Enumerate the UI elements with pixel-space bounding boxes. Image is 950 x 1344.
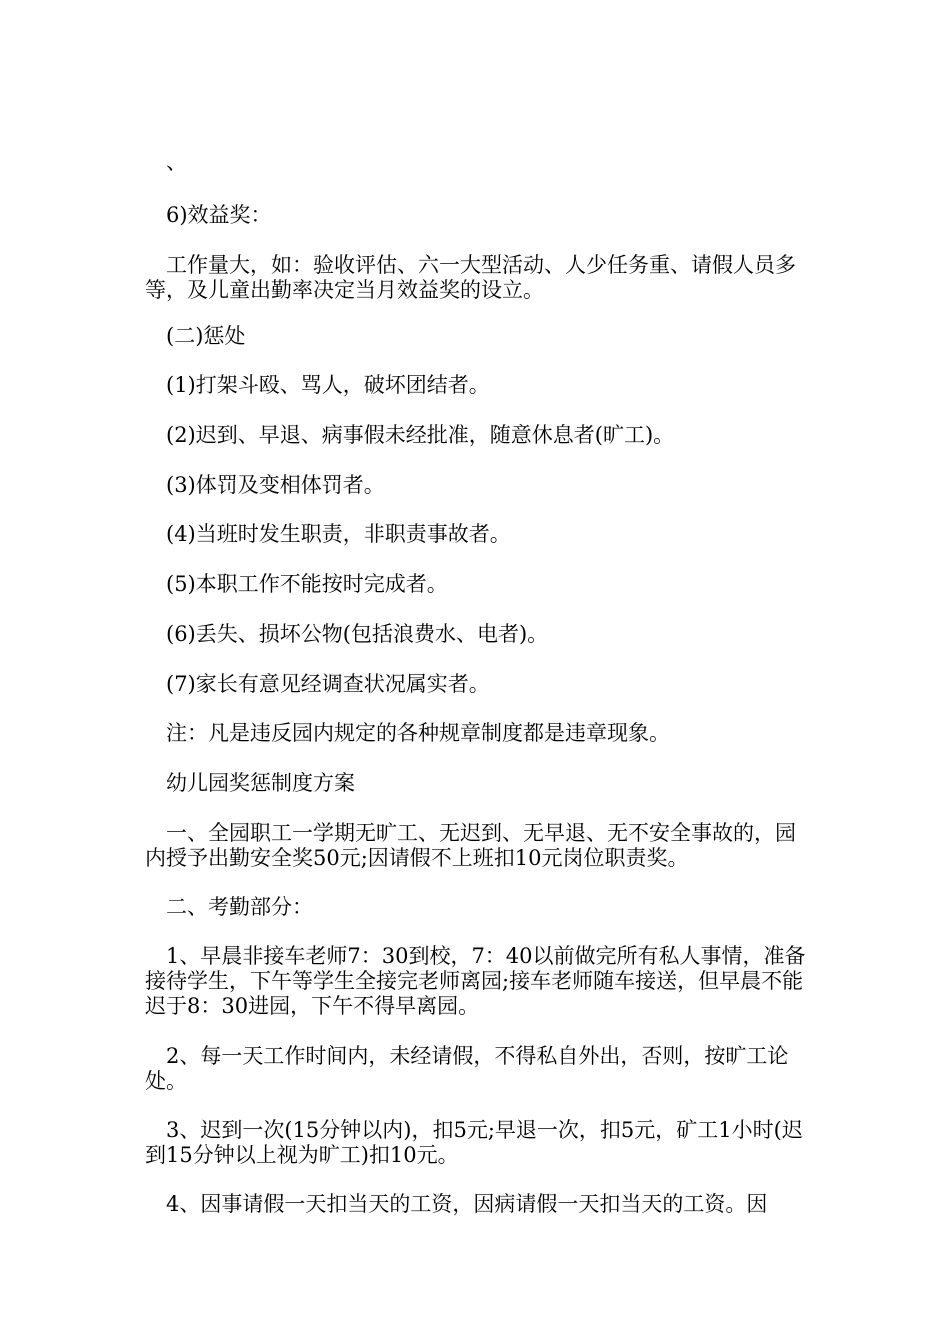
- paragraph-6: (2)迟到、早退、病事假未经批准，随意休息者(旷工)。: [166, 423, 675, 447]
- paragraph-1: 、: [166, 150, 187, 174]
- paragraph-9: (5)本职工作不能按时完成者。: [166, 572, 448, 596]
- paragraph-2: 6)效益奖：: [166, 203, 272, 227]
- paragraph-12: 注：凡是违反园内规定的各种规章制度都是违章现象。: [166, 721, 670, 745]
- paragraph-14: 一、全园职工一学期无旷工、无迟到、无早退、无不安全事故的，园内授予出勤安全奖50元;因请假不上班扣10元岗位职责奖。: [145, 821, 796, 870]
- paragraph-4: (二)惩处: [166, 324, 246, 348]
- paragraph-5: (1)打架斗殴、骂人，破坏团结者。: [166, 373, 490, 397]
- paragraph-3: 工作量大，如：验收评估、六一大型活动、人少任务重、请假人员多等，及儿童出勤率决定当月效益奖的设立。: [145, 253, 796, 302]
- paragraph-10: (6)丢失、损坏公物(包括浪费水、电者)。: [166, 622, 549, 646]
- paragraph-8: (4)当班时发生职责，非职责事故者。: [166, 522, 511, 546]
- paragraph-7: (3)体罚及变相体罚者。: [166, 473, 385, 497]
- paragraph-19: 4、因事请假一天扣当天的工资，因病请假一天扣当天的工资。因: [166, 1192, 768, 1216]
- paragraph-17: 2、每一天工作时间内，未经请假，不得私自外出，否则，按旷工论处。: [145, 1044, 789, 1093]
- paragraph-11: (7)家长有意见经调查状况属实者。: [166, 672, 490, 696]
- paragraph-16: 1、早晨非接车老师7：30到校，7：40以前做完所有私人事情，准备接待学生，下午等学生全接完老师离园;接车老师随车接送，但早晨不能迟于8：30进园，下午不得早离园。: [145, 944, 806, 1018]
- paragraph-18: 3、迟到一次(15分钟以内)，扣5元;早退一次，扣5元，矿工1小时(迟到15分钟以上视为旷工)扣10元。: [145, 1118, 803, 1167]
- paragraph-15: 二、考勤部分：: [166, 895, 313, 919]
- paragraph-13: 幼儿园奖惩制度方案: [166, 771, 355, 795]
